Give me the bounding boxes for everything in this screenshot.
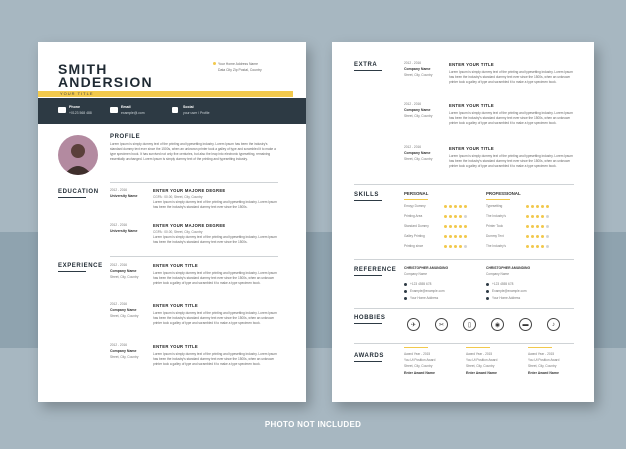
exp-company: Company Name: [110, 269, 137, 273]
airplane-icon: ✈: [407, 318, 420, 331]
extra-company: Company Name: [404, 151, 431, 155]
book-icon: ▯: [463, 318, 476, 331]
contact-value-social: your user / Profile: [183, 111, 210, 115]
heading-underline: [354, 200, 382, 201]
award-year: Award Year - 2015: [466, 352, 493, 356]
edu-title: ENTER YOUR MAJORE DEGREE: [153, 188, 226, 193]
hobbies-heading: HOBBIES: [354, 315, 386, 321]
exp-addr: Street, City, Country: [110, 314, 139, 318]
rating-dot: [531, 245, 534, 248]
rating-dot: [546, 245, 549, 248]
skill-name: Printing Area: [404, 214, 423, 218]
music-icon: ♪: [547, 318, 560, 331]
rating-dot: [536, 225, 539, 228]
contact-value-email: example@.com: [121, 111, 145, 115]
award-org: You Ut Position Award: [528, 358, 560, 362]
location-icon: [213, 62, 216, 65]
extra-title: ENTER YOUR TITLE: [449, 62, 494, 67]
extra-addr: Street, City, Country: [404, 114, 433, 118]
extra-years: 2012 - 2016: [404, 61, 422, 65]
skill-name: Galley Printing: [404, 234, 425, 238]
reference-email: Example@example.com: [410, 289, 445, 293]
exp-years: 2012 - 2016: [110, 263, 128, 267]
award-place: Street, City, Country: [466, 364, 495, 368]
rating-dot: [449, 225, 452, 228]
social-icon: [172, 107, 178, 113]
award-org: You Ut Position Award: [404, 358, 436, 362]
profile-photo: [58, 135, 98, 175]
divider: [110, 256, 278, 257]
exp-text: Lorem Ipsum is simply dummy text of the printing and typesetting industry. Lorem Ipsum has been the industry's standard dummy text ever since the 1500s, when an unknown printer took a galley of type and scrambled it to make a type specimen book.: [153, 311, 277, 325]
divider: [354, 343, 574, 344]
extra-text: Lorem Ipsum is simply dummy text of the printing and typesetting industry. Lorem Ipsum has been the industry's standard dummy text ever since the 1500s, when an unknown printer took a galley of type and scrambled it to make a type specimen book.: [449, 154, 573, 168]
skill-rating: [444, 215, 467, 218]
reference-heading: REFERENCE: [354, 267, 397, 273]
professional-skills-heading: PROFESSIONAL: [486, 191, 521, 196]
contact-value-phone: +0123 568 488: [69, 111, 92, 115]
reference-name: CHRISTOPHER AMUNDING: [486, 266, 531, 270]
award-accent: [466, 347, 490, 348]
personal-skills-heading: PERSONAL: [404, 191, 429, 196]
exp-addr: Street, City, Country: [110, 275, 139, 279]
extra-title: ENTER YOUR TITLE: [449, 103, 494, 108]
reference-email: Example@example.com: [492, 289, 527, 293]
extra-years: 2012 - 2016: [404, 145, 422, 149]
tools-icon: ✂: [435, 318, 448, 331]
heading-accent: [486, 199, 510, 200]
skill-rating: [444, 245, 467, 248]
exp-text: Lorem Ipsum is simply dummy text of the printing and typesetting industry. Lorem Ipsum has been the industry's standard dummy text ever since the 1500s, when an unknown printer took a galley of type and scrambled it to make a type specimen book.: [153, 352, 277, 366]
divider: [354, 184, 574, 185]
reference-address: Your Home Address: [492, 296, 521, 300]
extra-years: 2012 - 2016: [404, 102, 422, 106]
skill-name: Typesetting: [486, 204, 503, 208]
reference-name: CHRISTOPHER AMUNDING: [404, 266, 449, 270]
rating-dot: [531, 205, 534, 208]
award-title: Enter Award Name: [466, 371, 497, 375]
education-heading: EDUCATION: [58, 189, 99, 195]
extra-text: Lorem Ipsum is simply dummy text of the printing and typesetting industry. Lorem Ipsum has been the industry's standard dummy text ever since the 1500s, when an unknown printer took a galley of type and scrambled it to make a type specimen book.: [449, 111, 573, 125]
award-accent: [528, 347, 552, 348]
rating-dot: [454, 235, 457, 238]
exp-addr: Street, City, Country: [110, 355, 139, 359]
edu-place: University Name: [110, 229, 138, 233]
skill-name: Emoyy Dummy: [404, 204, 426, 208]
rating-dot: [449, 245, 452, 248]
edu-text: Lorem Ipsum is simply dummy text of the printing and typesetting industry. Lorem Ipsum has been the industry's standard dummy text ever since the 1500s.: [153, 200, 277, 209]
award-org: You Ut Position Award: [466, 358, 498, 362]
heading-underline: [354, 70, 382, 71]
award-title: Enter Award Name: [404, 371, 435, 375]
award-accent: [404, 347, 428, 348]
award-place: Street, City, Country: [404, 364, 433, 368]
email-icon: [404, 290, 407, 293]
rating-dot: [454, 225, 457, 228]
divider: [354, 308, 574, 309]
rating-dot: [459, 215, 462, 218]
rating-dot: [546, 235, 549, 238]
skill-name: The Industry's: [486, 214, 506, 218]
contact-label-email: Email: [121, 105, 131, 109]
extra-company: Company Name: [404, 67, 431, 71]
email-icon: [110, 107, 118, 113]
heading-underline: [354, 361, 382, 362]
person-silhouette-icon: [58, 135, 98, 175]
skill-name: The Industry's: [486, 244, 506, 248]
phone-icon: [58, 107, 66, 113]
edu-years: 2012 - 2016: [110, 188, 128, 192]
skill-name: Standard Dummy: [404, 224, 429, 228]
skill-name: Dummy Text: [486, 234, 504, 238]
skill-name: Printing since: [404, 244, 424, 248]
rating-dot: [444, 205, 447, 208]
rating-dot: [536, 235, 539, 238]
skill-rating: [526, 225, 549, 228]
rating-dot: [449, 215, 452, 218]
rating-dot: [531, 225, 534, 228]
divider: [354, 259, 574, 260]
rating-dot: [541, 245, 544, 248]
contact-label-phone: Phone: [69, 105, 80, 109]
award-year: Award Year - 2015: [528, 352, 555, 356]
profile-text: Lorem Ipsum is simply dummy text of the printing and typesetting industry. Lorem Ipsum has been the industry's standard dummy text ever since the 1500s, when an unknown printer took a galley of type and scrambled it to make a type specimen book. It has survived not only five centuries, but also the leap into electronic typesetting, remaining essentially unchanged. Lorem Ipsum is simply dummy text of the printing and typesetting industry.: [110, 142, 276, 161]
extra-addr: Street, City, Country: [404, 73, 433, 77]
reference-address: Your Home Address: [410, 296, 439, 300]
edu-title: ENTER YOUR MAJORE DEGREE: [153, 223, 226, 228]
heading-underline: [354, 323, 382, 324]
camera-icon: ◉: [491, 318, 504, 331]
car-icon: ▬: [519, 318, 532, 331]
extra-company: Company Name: [404, 108, 431, 112]
rating-dot: [444, 215, 447, 218]
skill-name: Printer Took: [486, 224, 503, 228]
resume-page-front: [38, 42, 306, 402]
exp-years: 2012 - 2016: [110, 302, 128, 306]
rating-dot: [541, 235, 544, 238]
email-icon: [486, 290, 489, 293]
rating-dot: [536, 205, 539, 208]
rating-dot: [526, 235, 529, 238]
rating-dot: [541, 225, 544, 228]
home-icon: [486, 297, 489, 300]
reference-phone: +123 4555 678: [492, 282, 514, 286]
award-title: Enter Award Name: [528, 371, 559, 375]
rating-dot: [464, 245, 467, 248]
heading-accent: [404, 199, 428, 200]
edu-place: University Name: [110, 194, 138, 198]
awards-heading: AWARDS: [354, 353, 384, 359]
address-line2: Data City Zip Postal, Country: [218, 68, 262, 72]
edu-years: 2012 - 2016: [110, 223, 128, 227]
rating-dot: [464, 215, 467, 218]
award-place: Street, City, Country: [528, 364, 557, 368]
rating-dot: [546, 205, 549, 208]
extra-text: Lorem Ipsum is simply dummy text of the printing and typesetting industry. Lorem Ipsum has been the industry's standard dummy text ever since the 1500s, when an unknown printer took a galley of type and scrambled it to make a type specimen book.: [449, 70, 573, 84]
rating-dot: [464, 205, 467, 208]
heading-underline: [58, 271, 86, 272]
skills-heading: SKILLS: [354, 192, 379, 198]
rating-dot: [444, 235, 447, 238]
rating-dot: [454, 215, 457, 218]
edu-sub: CGPA : 00.00, Street, City, Country: [153, 195, 203, 199]
skill-rating: [526, 235, 549, 238]
skill-rating: [444, 225, 467, 228]
heading-underline: [354, 275, 382, 276]
your-title: YOUR TITLE: [60, 91, 94, 96]
address-line1: Your Home Address Name: [218, 62, 259, 66]
rating-dot: [546, 225, 549, 228]
rating-dot: [444, 225, 447, 228]
extra-title: ENTER YOUR TITLE: [449, 146, 494, 151]
home-icon: [404, 297, 407, 300]
rating-dot: [541, 205, 544, 208]
exp-title: ENTER YOUR TITLE: [153, 303, 198, 308]
rating-dot: [459, 225, 462, 228]
rating-dot: [531, 235, 534, 238]
footer-note: PHOTO NOT INCLUDED: [264, 420, 362, 429]
rating-dot: [526, 205, 529, 208]
exp-company: Company Name: [110, 308, 137, 312]
edu-text: Lorem Ipsum is simply dummy text of the printing and typesetting industry. Lorem Ipsum has been the industry's standard dummy text ever since the 1500s.: [153, 235, 277, 244]
rating-dot: [464, 235, 467, 238]
phone-icon: [404, 283, 407, 286]
reference-company: Company Name: [404, 272, 428, 276]
award-year: Award Year - 2015: [404, 352, 431, 356]
extra-addr: Street, City, Country: [404, 157, 433, 161]
contact-label-social: Social: [183, 105, 194, 109]
heading-underline: [58, 197, 86, 198]
rating-dot: [449, 205, 452, 208]
reference-company: Company Name: [486, 272, 510, 276]
rating-dot: [526, 215, 529, 218]
exp-company: Company Name: [110, 349, 137, 353]
edu-sub: CGPA : 00.00, Street, City, Country: [153, 230, 203, 234]
first-name: SMITH: [58, 61, 108, 77]
rating-dot: [526, 225, 529, 228]
skill-rating: [526, 245, 549, 248]
experience-heading: EXPERIENCE: [58, 263, 103, 269]
last-name: ANDERSION: [58, 74, 153, 90]
rating-dot: [459, 205, 462, 208]
rating-dot: [454, 205, 457, 208]
skill-rating: [444, 205, 467, 208]
profile-heading: PROFILE: [110, 134, 141, 140]
exp-title: ENTER YOUR TITLE: [153, 263, 198, 268]
reference-phone: +123 4555 678: [410, 282, 432, 286]
rating-dot: [449, 235, 452, 238]
skill-rating: [526, 215, 549, 218]
resume-page-back: [332, 42, 594, 402]
rating-dot: [541, 215, 544, 218]
rating-dot: [459, 245, 462, 248]
divider: [110, 182, 278, 183]
rating-dot: [444, 245, 447, 248]
skill-rating: [526, 205, 549, 208]
rating-dot: [546, 215, 549, 218]
exp-title: ENTER YOUR TITLE: [153, 344, 198, 349]
phone-icon: [486, 283, 489, 286]
skill-rating: [444, 235, 467, 238]
rating-dot: [454, 245, 457, 248]
rating-dot: [531, 215, 534, 218]
exp-years: 2012 - 2016: [110, 343, 128, 347]
rating-dot: [526, 245, 529, 248]
exp-text: Lorem Ipsum is simply dummy text of the printing and typesetting industry. Lorem Ipsum has been the industry's standard dummy text ever since the 1500s, when an unknown printer took a galley of type and scrambled it to make a type specimen book.: [153, 271, 277, 285]
rating-dot: [459, 235, 462, 238]
rating-dot: [464, 225, 467, 228]
rating-dot: [536, 215, 539, 218]
rating-dot: [536, 245, 539, 248]
extra-heading: EXTRA: [354, 62, 378, 68]
